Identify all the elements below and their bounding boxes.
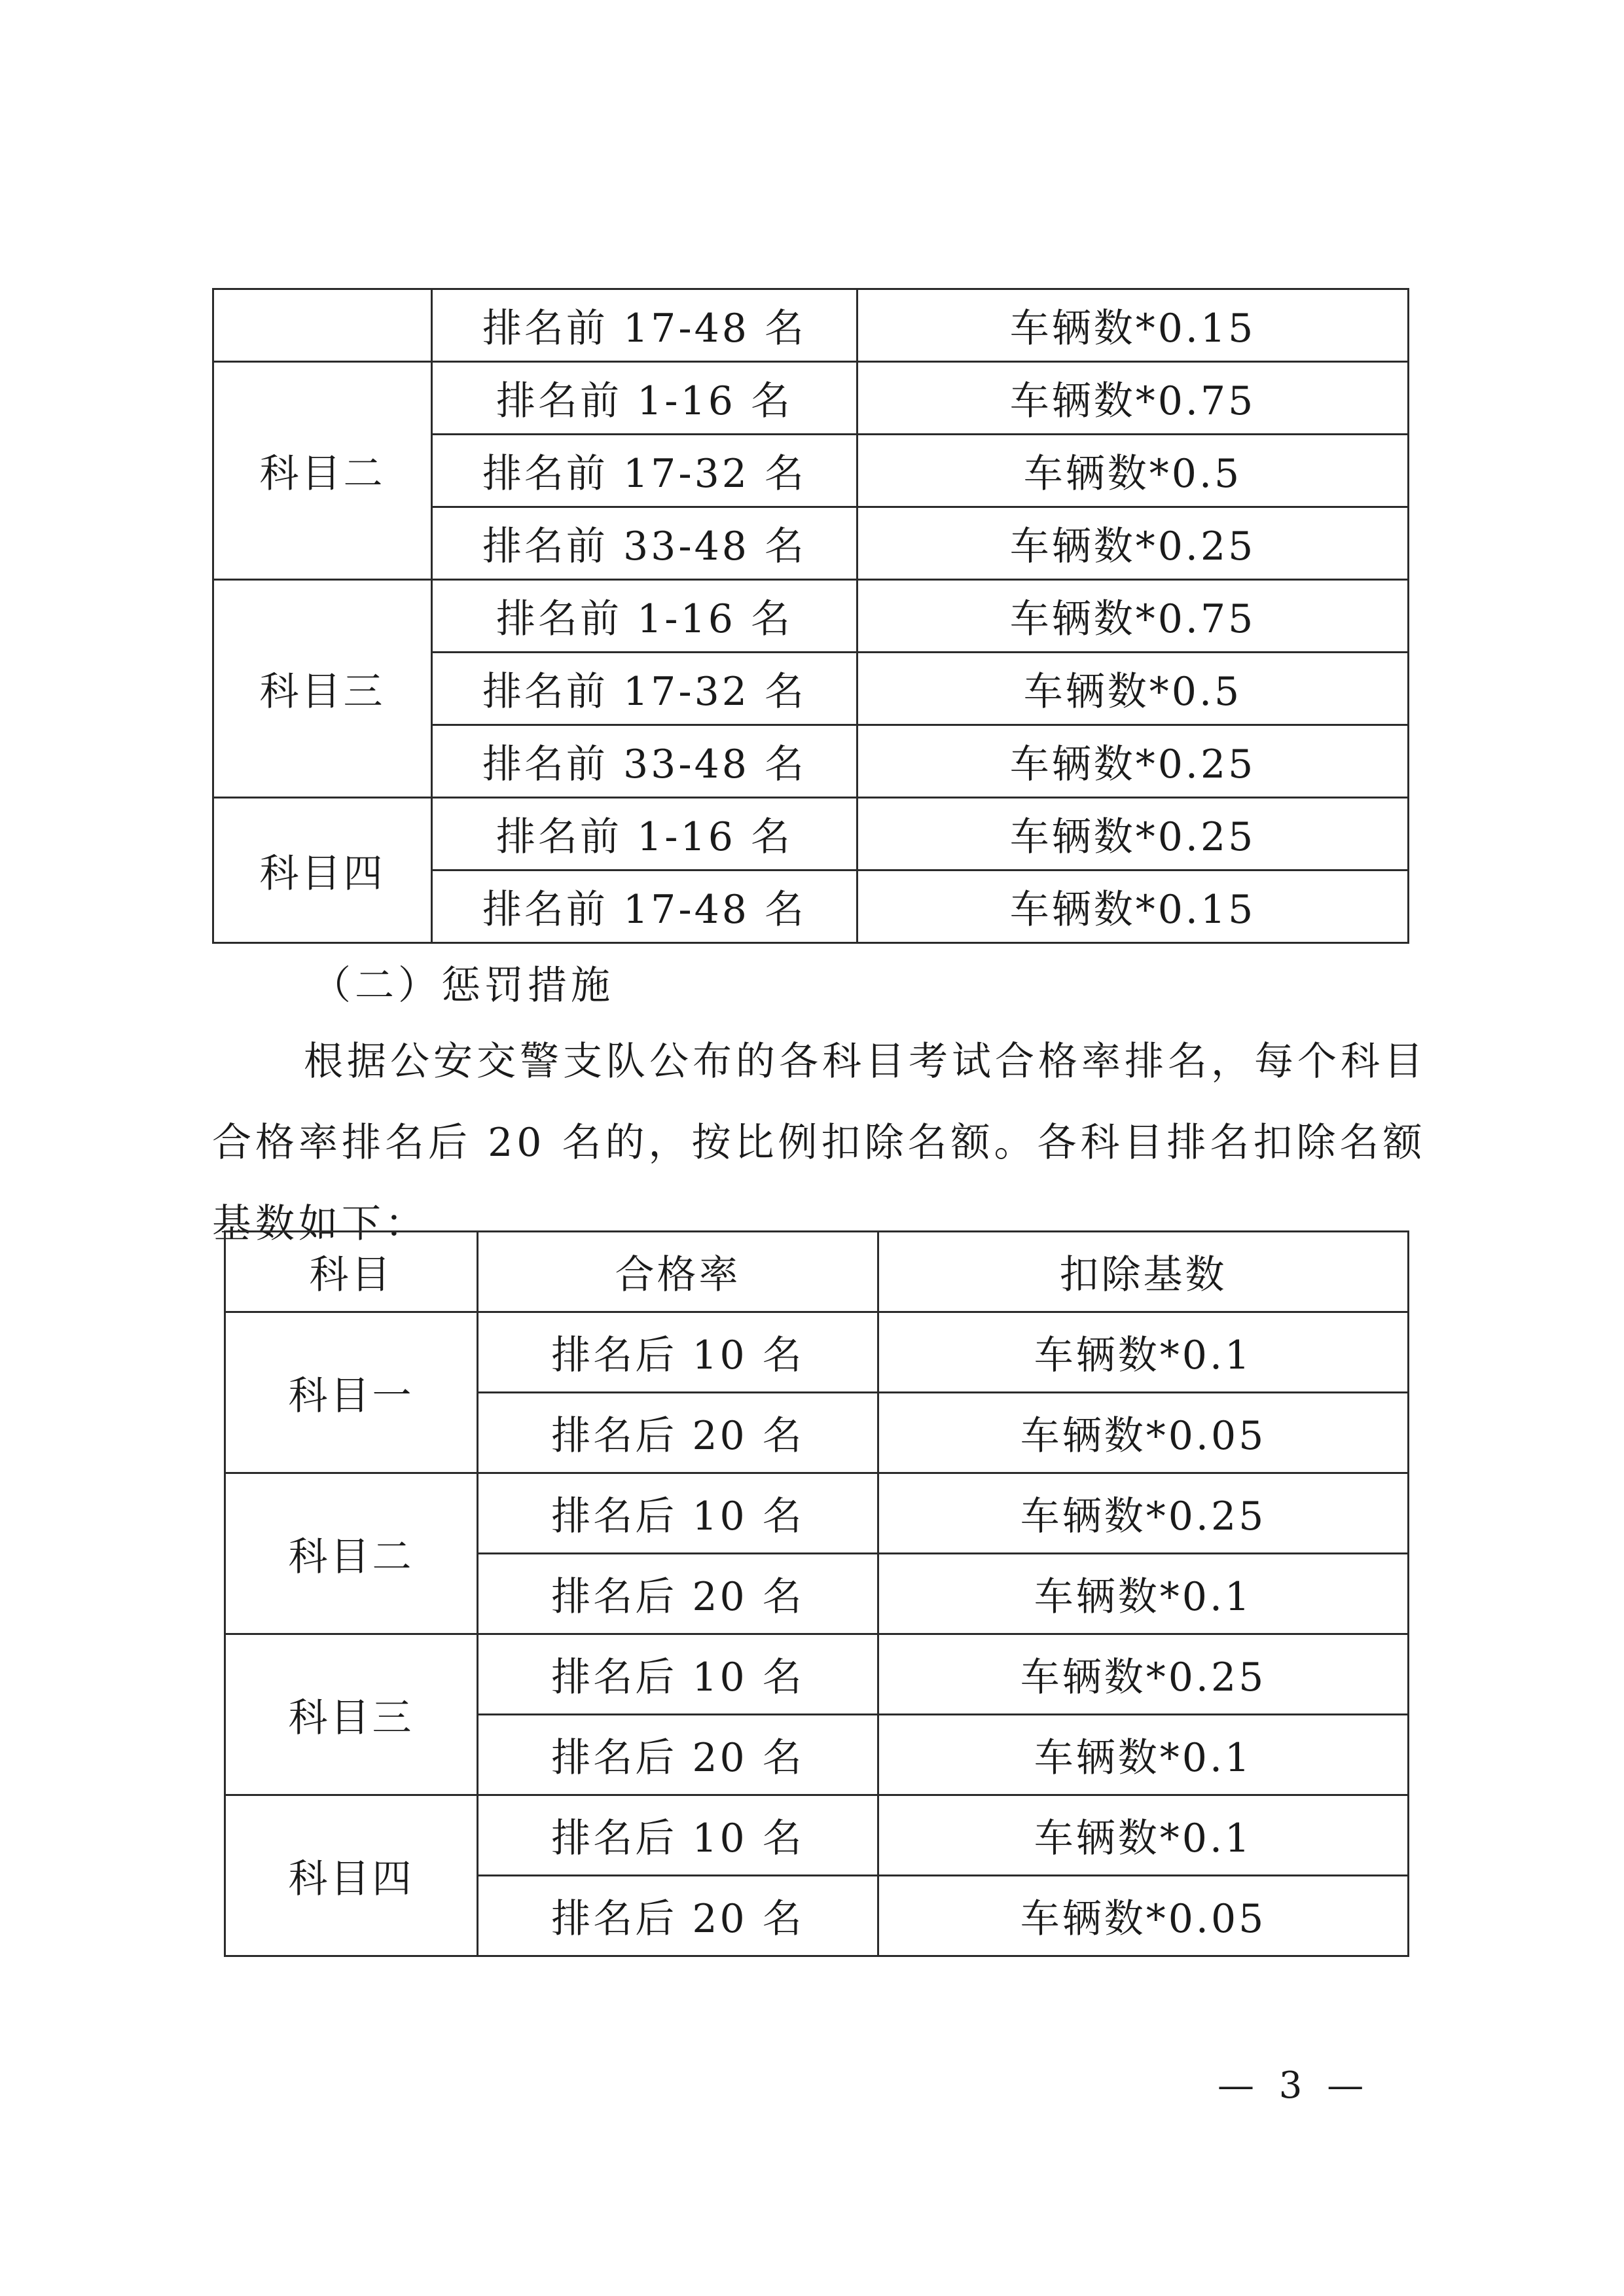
rank-cell: 排名后 20 名 — [478, 1393, 878, 1473]
table-header-row — [225, 1232, 1409, 1312]
subject-cell: 科目二 — [225, 1473, 478, 1634]
amount-cell: 车辆数*0.75 — [857, 362, 1409, 435]
table-row — [213, 580, 1409, 653]
rank-cell: 排名前 1-16 名 — [432, 580, 857, 653]
rank-cell: 排名前 33-48 名 — [432, 507, 857, 580]
reward-quota-table — [212, 288, 1409, 944]
rank-cell: 排名后 20 名 — [478, 1876, 878, 1956]
amount-cell: 车辆数*0.15 — [857, 870, 1409, 943]
rank-cell: 排名前 17-48 名 — [432, 870, 857, 943]
rank-cell: 排名前 1-16 名 — [432, 798, 857, 870]
subject-cell: 科目二 — [213, 362, 432, 580]
subject-cell: 科目四 — [225, 1795, 478, 1956]
amount-cell: 车辆数*0.5 — [857, 435, 1409, 507]
table-row — [225, 1795, 1409, 1876]
amount-cell: 车辆数*0.1 — [878, 1312, 1409, 1393]
rank-cell: 排名前 33-48 名 — [432, 725, 857, 798]
subject-cell: 科目一 — [225, 1312, 478, 1473]
section-heading: （二）惩罚措施 — [312, 963, 614, 1009]
amount-cell: 车辆数*0.25 — [857, 798, 1409, 870]
penalty-deduction-table — [224, 1230, 1409, 1957]
rank-cell: 排名前 17-48 名 — [432, 289, 857, 362]
rank-cell: 排名后 10 名 — [478, 1634, 878, 1715]
rank-cell: 排名后 10 名 — [478, 1795, 878, 1876]
rank-cell: 排名后 10 名 — [478, 1473, 878, 1554]
column-header: 科目 — [225, 1232, 478, 1312]
amount-cell: 车辆数*0.5 — [857, 653, 1409, 725]
amount-cell: 车辆数*0.1 — [878, 1715, 1409, 1795]
subject-cell: 科目四 — [213, 798, 432, 943]
amount-cell: 车辆数*0.25 — [857, 725, 1409, 798]
table-row — [213, 362, 1409, 435]
amount-cell: 车辆数*0.15 — [857, 289, 1409, 362]
subject-cell: 科目三 — [213, 580, 432, 798]
rank-cell: 排名后 20 名 — [478, 1554, 878, 1634]
table-row — [225, 1473, 1409, 1554]
page-number: — 3 — — [1218, 2064, 1371, 2107]
amount-cell: 车辆数*0.05 — [878, 1876, 1409, 1956]
table-row — [213, 289, 1409, 362]
amount-cell: 车辆数*0.25 — [878, 1473, 1409, 1554]
rank-cell: 排名后 10 名 — [478, 1312, 878, 1393]
amount-cell: 车辆数*0.25 — [857, 507, 1409, 580]
rank-cell: 排名后 20 名 — [478, 1715, 878, 1795]
amount-cell: 车辆数*0.05 — [878, 1393, 1409, 1473]
subject-cell: 科目三 — [225, 1634, 478, 1795]
amount-cell: 车辆数*0.75 — [857, 580, 1409, 653]
rank-cell: 排名前 17-32 名 — [432, 435, 857, 507]
table-row — [225, 1634, 1409, 1715]
column-header: 扣除基数 — [878, 1232, 1409, 1312]
section-paragraph: 根据公安交警支队公布的各科目考试合格率排名，每个科目合格率排名后 20 名的，按比例扣除名额。各科目排名扣除名额基数如下： — [212, 1039, 1427, 1247]
rank-cell: 排名前 17-32 名 — [432, 653, 857, 725]
amount-cell: 车辆数*0.1 — [878, 1554, 1409, 1634]
amount-cell: 车辆数*0.1 — [878, 1795, 1409, 1876]
rank-cell: 排名前 1-16 名 — [432, 362, 857, 435]
table-row — [213, 798, 1409, 870]
table-row — [225, 1312, 1409, 1393]
amount-cell: 车辆数*0.25 — [878, 1634, 1409, 1715]
column-header: 合格率 — [478, 1232, 878, 1312]
subject-cell — [213, 289, 432, 362]
